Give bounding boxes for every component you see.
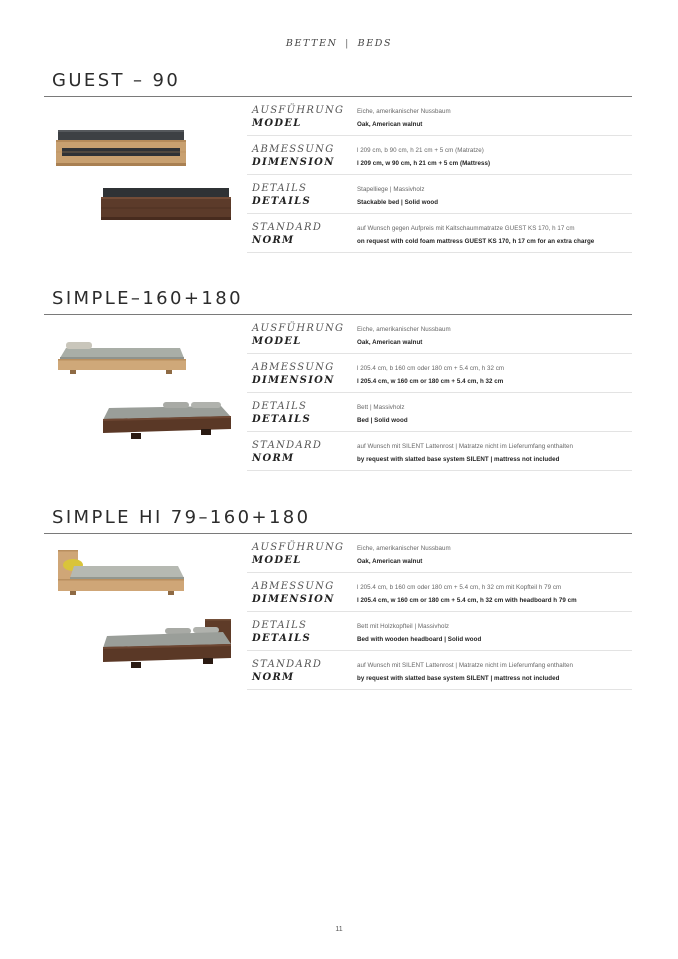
value-de: Eiche, amerikanischer Nussbaum [357,545,451,552]
section-title: SIMPLE–160+180 [52,288,243,309]
spec-row-details [247,175,632,214]
header-separator: | [345,38,350,49]
label-en: NORM [252,672,295,683]
value-de: Stapelliege | Massivholz [357,186,425,193]
label-de: STANDARD [252,222,323,233]
value-de: Bett mit Holzkopfteil | Massivholz [357,623,450,630]
value-en: Bed | Solid wood [357,417,408,424]
value-en: on request with cold foam mattress GUEST KS 170, h 17 cm for an extra charge [357,238,595,245]
spec-row-details [247,612,632,651]
label-de: ABMESSUNG [252,144,335,155]
header-right: BEDS [357,38,393,49]
value-en: Oak, American walnut [357,339,423,346]
spec-row-model [247,534,632,573]
value-de: l 209 cm, b 90 cm, h 21 cm + 5 cm (Matratze) [357,147,484,154]
spec-row-model [247,315,632,354]
spec-table [247,97,632,253]
value-en: Stackable bed | Solid wood [357,199,439,206]
label-en: NORM [252,235,295,246]
page-header [0,38,678,49]
label-en: MODEL [252,118,302,129]
value-en: Oak, American walnut [357,558,423,565]
spec-row-norm [247,651,632,690]
page-number: 11 [335,926,343,933]
label-de: DETAILS [252,620,308,631]
simple-hi-bed-walnut-image [101,616,233,674]
label-en: DETAILS [252,414,311,425]
value-de: l 205.4 cm, b 160 cm oder 180 cm + 5.4 cm, h 32 cm mit Kopfteil h 79 cm [357,584,562,591]
value-de: Eiche, amerikanischer Nussbaum [357,326,451,333]
guest-bed-walnut-image [101,186,231,222]
spec-row-dimension [247,354,632,393]
simple-hi-bed-oak-image [56,548,186,600]
label-de: ABMESSUNG [252,581,335,592]
value-en: l 205.4 cm, w 160 cm or 180 cm + 5.4 cm, h 32 cm [357,378,504,385]
simple-bed-oak-image [56,338,186,378]
label-en: DIMENSION [252,157,335,168]
label-en: MODEL [252,555,302,566]
simple-bed-walnut-image [101,400,233,444]
value-de: auf Wunsch gegen Aufpreis mit Kaltschaummatratze GUEST KS 170, h 17 cm [357,225,575,232]
value-de: auf Wunsch mit SILENT Lattenrost | Matratze nicht im Lieferumfang enthalten [357,662,573,669]
label-de: AUSFÜHRUNG [252,323,345,334]
label-en: DETAILS [252,633,311,644]
label-en: MODEL [252,336,302,347]
value-en: Bed with wooden headboard | Solid wood [357,636,482,643]
guest-bed-oak-image [56,127,186,169]
label-de: STANDARD [252,659,323,670]
spec-row-norm [247,432,632,471]
label-de: AUSFÜHRUNG [252,105,345,116]
label-en: NORM [252,453,295,464]
spec-row-norm [247,214,632,253]
label-en: DIMENSION [252,594,335,605]
value-de: Bett | Massivholz [357,404,405,411]
value-de: auf Wunsch mit SILENT Lattenrost | Matratze nicht im Lieferumfang enthalten [357,443,573,450]
value-en: Oak, American walnut [357,121,423,128]
label-de: DETAILS [252,183,308,194]
label-de: AUSFÜHRUNG [252,542,345,553]
label-de: DETAILS [252,401,308,412]
section-title: GUEST – 90 [52,70,181,91]
value-en: by request with slatted base system SILENT | mattress not included [357,675,560,682]
value-de: Eiche, amerikanischer Nussbaum [357,108,451,115]
label-en: DETAILS [252,196,311,207]
value-en: l 209 cm, w 90 cm, h 21 cm + 5 cm (Mattress) [357,160,491,167]
spec-row-details [247,393,632,432]
section-title: SIMPLE HI 79–160+180 [52,507,311,528]
value-en: l 205.4 cm, w 160 cm or 180 cm + 5.4 cm, h 32 cm with headboard h 79 cm [357,597,577,604]
header-left: BETTEN [285,38,338,49]
value-de: l 205.4 cm, b 160 cm oder 180 cm + 5.4 cm, h 32 cm [357,365,505,372]
label-de: ABMESSUNG [252,362,335,373]
spec-row-dimension [247,573,632,612]
value-en: by request with slatted base system SILENT | mattress not included [357,456,560,463]
label-en: DIMENSION [252,375,335,386]
spec-table [247,534,632,690]
spec-table [247,315,632,471]
spec-row-dimension [247,136,632,175]
spec-row-model [247,97,632,136]
label-de: STANDARD [252,440,323,451]
